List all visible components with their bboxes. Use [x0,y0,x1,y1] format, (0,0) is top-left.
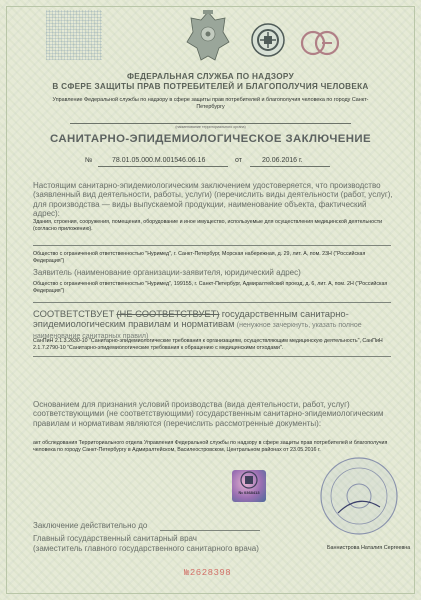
divider [160,530,260,531]
divider [70,123,351,124]
security-pattern [46,10,102,60]
basis-documents: акт обследования Территориального отдела Управления Федеральной службы по надзору в сфере защиты прав потребителей и благополучия человека по городу Санкт-Петербургу в Адмиралтейском, Василеостровском, Центральном районах от 23.05.2016 г. [33,440,388,453]
document-number: 78.01.05.000.М.001546.06.16 [112,157,206,164]
rules-text: СанПиН 2.1.3.2630-10 "Санитарно-эпидемиологические требования к организациям, осуществляющим медицинскую деятельность", СанПиН 2.1.7.2790-10 "Санитарно-эпидемиологические требования к обращению с медицинскими отходами". [33,338,383,351]
department-name: Управление Федеральной службы по надзору в сфере защиты прав потребителей и благополучия человека по городу Санкт-Петербургу [52,97,369,110]
service-title-line1: ФЕДЕРАЛЬНАЯ СЛУЖБА ПО НАДЗОРУ [127,72,294,81]
date-underline [250,166,330,167]
divider [33,245,391,246]
date-label: от [235,157,242,164]
intro-paragraph: Настоящим санитарно-эпидемиологическим заключением удостоверяется, что производство (заявленный вид деятельности, работы, услуги) (перечислить виды деятельности (работ, услуг), для производства — виды выпускаемой продукции, наименование объекта, фактический адрес): [33,181,393,219]
number-date-row [0,157,421,169]
hologram-emblem-icon [232,470,266,490]
validity-label: Заключение действительно до [33,521,148,530]
number-label: № [85,157,93,164]
owner-text: Общество с ограниченной ответственностью "Нуримед", г. Санкт-Петербург, Морская набережная, д. 29, лит. А, пом. 23Н ("Российская Федерация") [33,251,366,264]
chief-line2: (заместитель главного государственного санитарного врача) [33,544,259,553]
divider [33,356,391,357]
conformity-hint: (ненужное зачеркнуть, указать полное наименование санитарных правил) [33,322,362,340]
divider [33,302,391,303]
coat-of-arms-icon [185,8,231,66]
document-date: 20.06.2016 г. [262,157,303,164]
conformity-rest: государственным санитарно-эпидемиологическим правилам и нормативам [33,308,349,330]
serial-number: №2628398 [184,568,232,578]
activity-text: Здания, строения, сооружения, помещения, оборудование и иное имущество, используемые для осуществления медицинской деятельности (согласно приложению). [33,219,383,232]
conformity-paragraph [33,309,393,341]
applicant-text: Общество с ограниченной ответственностью "Нуримед", 199155, г. Санкт-Петербург, Адмиралтейский проезд, д. 6, лит. А, пом. 2Н ("Российская Федерация") [33,281,388,294]
department-note: (наименование территориального органа) [175,125,246,129]
document-title: САНИТАРНО-ЭПИДЕМИОЛОГИЧЕСКОЕ ЗАКЛЮЧЕНИЕ [50,133,371,145]
chief-line1: Главный государственный санитарный врач [33,534,197,543]
signer-name: Баннистрова Наталия Сергеевна [327,545,411,551]
hologram-number: № 0368413 [238,490,260,495]
applicant-label: Заявитель (наименование организации-заявителя, юридический адрес) [33,268,301,277]
hologram-stamp [232,470,266,502]
conformity-word: СООТВЕТСТВУЕТ [33,308,115,319]
rospotrebnadzor-logo-icon [250,22,286,58]
service-title-line2: В СФЕРЕ ЗАЩИТЫ ПРАВ ПОТРЕБИТЕЛЕЙ И БЛАГОПОЛУЧИЯ ЧЕЛОВЕКА [52,82,369,91]
basis-paragraph: Основанием для признания условий производства (вида деятельности, работ, услуг) соответствующими (не соответствующими) государственным санитарно-эпидемиологическим правилам и нормативам являются (перечислить рассмотренные документы): [33,400,384,428]
sanitary-mark-icon [300,30,340,56]
number-underline [98,166,228,167]
conformity-strike: (НЕ СООТВЕТСТВУЕТ) [116,308,220,319]
